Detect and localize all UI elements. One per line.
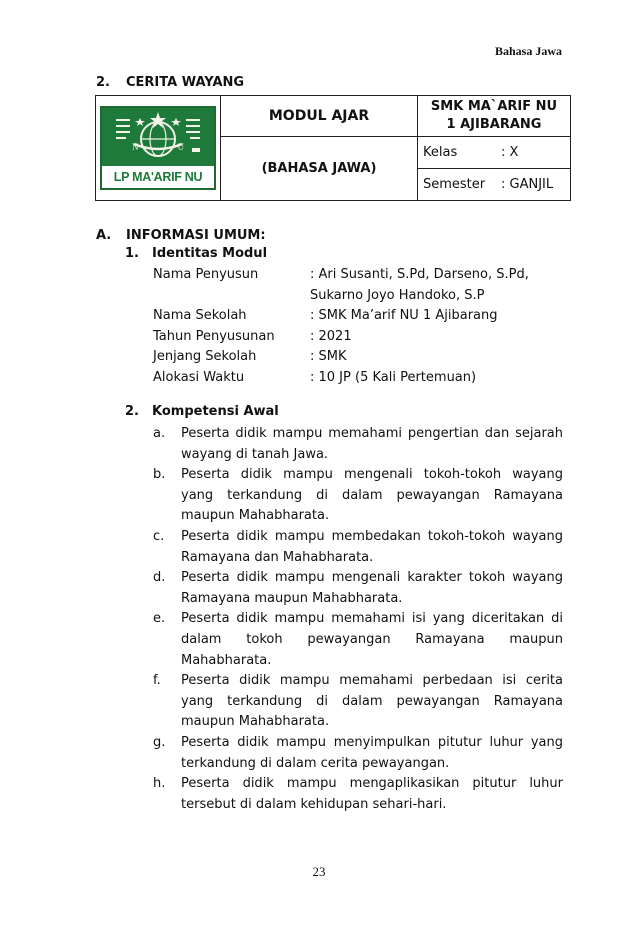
identitas-row-tahun	[153, 327, 570, 348]
modul-ajar-title: MODUL AJAR	[221, 96, 418, 137]
list-item	[153, 465, 563, 527]
item-text: Peserta didik mampu memahami perbedaan isi cerita yang terkandung di dalam pewayangan Ramayana maupun Mahabharata.	[181, 673, 563, 730]
heading-text: INFORMASI UMUM:	[126, 228, 266, 243]
identitas-modul-heading	[125, 246, 267, 261]
identitas-row-alokasi	[153, 368, 570, 389]
school-name	[418, 96, 571, 137]
lp-maarif-nu-logo	[100, 106, 216, 190]
identitas-row-penyusun	[153, 265, 570, 306]
item-marker: g.	[153, 734, 166, 750]
list-item	[153, 424, 563, 465]
school-line-1: SMK MA`ARIF NU	[430, 99, 558, 114]
list-item	[153, 609, 563, 671]
semester-value: : GANJIL	[501, 177, 554, 192]
item-text: Peserta didik mampu mengenali karakter tokoh wayang Ramayana maupun Mahabharata.	[181, 570, 563, 606]
list-item	[153, 527, 563, 568]
logo-emblem	[102, 108, 214, 166]
heading-number: 1.	[125, 246, 139, 261]
row-value	[310, 265, 570, 306]
item-text: Peserta didik mampu mengaplikasikan pitutur luhur tersebut di dalam kehidupan sehari-hari.	[181, 776, 563, 812]
row-label: Nama Penyusun	[153, 267, 259, 282]
heading-text: Identitas Modul	[152, 246, 268, 261]
item-marker: a.	[153, 426, 166, 441]
subject-cell: (BAHASA JAWA)	[221, 137, 418, 201]
item-marker: f.	[153, 673, 161, 689]
item-text: Peserta didik mampu membedakan tokoh-tokoh wayang Ramayana dan Mahabharata.	[181, 528, 563, 565]
kompetensi-list	[153, 424, 563, 815]
item-text: Peserta didik mampu memahami isi yang diceritakan di dalam tokoh pewayangan Ramayana maupun Mahabharata.	[181, 611, 563, 668]
module-header-table	[95, 95, 571, 201]
row-label: Tahun Penyusunan	[153, 328, 275, 344]
row-value-line-1: : Ari Susanti, S.Pd, Darseno, S.Pd,	[310, 267, 529, 282]
item-marker: h.	[153, 776, 166, 792]
item-marker: b.	[153, 467, 166, 483]
list-item	[153, 774, 563, 815]
running-head: Bahasa Jawa	[494, 44, 562, 58]
semester-label: Semester	[423, 177, 486, 192]
logo-letter-n: N	[132, 142, 139, 152]
logo-cell	[96, 96, 221, 201]
item-text: Peserta didik mampu menyimpulkan pitutur luhur yang terkandung di dalam cerita pewayangan.	[181, 734, 563, 771]
informasi-umum-heading	[96, 228, 266, 243]
row-value-line-2: Sukarno Joyo Handoko, S.P	[310, 287, 485, 303]
kelas-cell	[418, 137, 571, 169]
section-title-text: CERITA WAYANG	[126, 75, 245, 90]
list-item	[153, 671, 563, 733]
row-value: : SMK	[310, 349, 347, 364]
row-label: Alokasi Waktu	[153, 369, 245, 385]
school-line-2: 1 AJIBARANG	[446, 117, 542, 132]
nu-globe-icon	[104, 108, 212, 166]
heading-number: A.	[96, 228, 112, 243]
list-item	[153, 733, 563, 774]
logo-text: LP MA'ARIF NU	[113, 170, 203, 184]
row-value: : 2021	[310, 328, 352, 344]
page-number: 23	[312, 864, 326, 879]
row-label: Nama Sekolah	[153, 308, 247, 323]
list-item	[153, 568, 563, 609]
kelas-value: : X	[501, 145, 519, 160]
section-number: 2.	[96, 75, 110, 90]
section-title	[96, 75, 244, 90]
item-marker: e.	[153, 611, 166, 627]
logo-letter-u: U	[177, 142, 184, 152]
item-text: Peserta didik mampu memahami pengertian dan sejarah wayang di tanah Jawa.	[181, 426, 563, 462]
semester-cell	[418, 169, 571, 201]
item-marker: d.	[153, 570, 166, 586]
heading-number: 2.	[125, 404, 139, 419]
row-value: : 10 JP (5 Kali Pertemuan)	[310, 369, 477, 385]
kompetensi-awal-heading	[125, 404, 279, 419]
identitas-list	[153, 265, 570, 388]
row-value: : SMK Ma’arif NU 1 Ajibarang	[310, 308, 498, 323]
row-label: Jenjang Sekolah	[153, 349, 257, 364]
item-text: Peserta didik mampu mengenali tokoh-tokoh wayang yang terkandung di dalam pewayangan Ramayana maupun Mahabharata.	[181, 467, 563, 524]
heading-text: Kompetensi Awal	[152, 404, 279, 419]
kelas-label: Kelas	[423, 145, 458, 160]
identitas-row-sekolah	[153, 306, 570, 327]
item-marker: c.	[153, 528, 165, 544]
identitas-row-jenjang	[153, 347, 570, 368]
